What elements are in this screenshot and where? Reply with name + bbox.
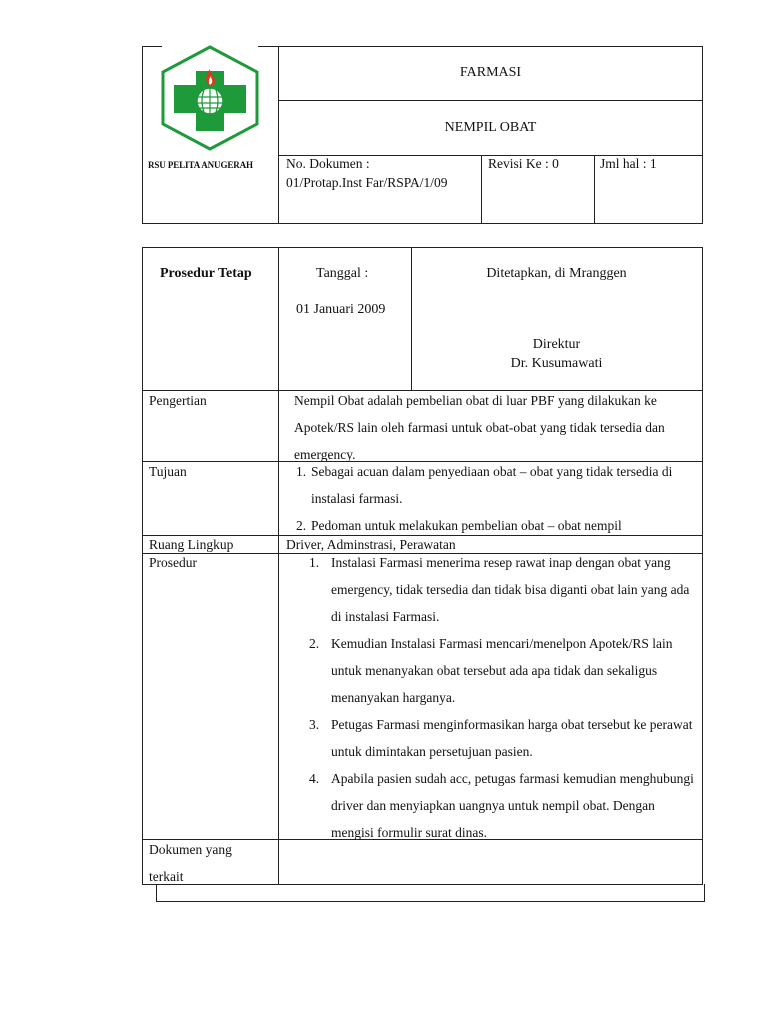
pengertian-text: Nempil Obat adalah pembelian obat di luar PBF yang dilakukan ke Apotek/RS lain oleh farmasi untuk obat-obat yang tidak tersedia dan emergency.	[294, 393, 665, 461]
ruang-lingkup-label: Ruang Lingkup	[149, 537, 234, 552]
list-item: 2. Kemudian Instalasi Farmasi mencari/menelpon Apotek/RS lain untuk menanyakan obat tersebut ada apa tidak dan sekaligus menanyakan harganya.	[309, 636, 673, 705]
document-number-label: No. Dokumen :	[286, 156, 370, 171]
tujuan-list	[296, 458, 691, 535]
hospital-logo	[160, 45, 260, 151]
section-label: Prosedur Tetap	[160, 266, 252, 281]
list-item: 3. Petugas Farmasi menginformasikan harga obat tersebut ke perawat untuk dimintakan persetujuan pasien.	[309, 717, 693, 759]
prosedur-list	[309, 549, 694, 839]
prosedur-label: Prosedur	[149, 555, 197, 570]
ruang-lingkup-text: Driver, Adminstrasi, Perawatan	[286, 537, 456, 552]
hospital-name: RSU PELITA ANUGERAH	[148, 160, 253, 170]
document-title: NEMPIL OBAT	[444, 120, 537, 135]
stipulation: Ditetapkan, di Mranggen	[486, 266, 627, 281]
date-value: 01 Januari 2009	[296, 302, 386, 317]
page-count: Jml hal : 1	[600, 156, 657, 171]
department-title: FARMASI	[459, 65, 522, 80]
list-item: 2. Pedoman untuk melakukan pembelian obat – obat nempil	[296, 518, 622, 533]
tujuan-label: Tujuan	[149, 464, 187, 479]
list-item: 1. Sebagai acuan dalam penyediaan obat – obat yang tidak tersedia di instalasi farmasi.	[296, 464, 673, 506]
director-name: Dr. Kusumawati	[510, 356, 603, 371]
pengertian-label: Pengertian	[149, 393, 207, 408]
list-item: 4. Apabila pasien sudah acc, petugas farmasi kemudian menghubungi driver dan menyiapkan uangnya untuk nempil obat. Dengan mengisi formulir surat dinas.	[309, 771, 694, 839]
dokumen-label: Dokumen yang terkait	[149, 842, 232, 884]
director-role: Direktur	[532, 337, 581, 352]
list-item: 1. Instalasi Farmasi menerima resep rawat inap dengan obat yang emergency, tidak tersedia dan tidak bisa diganti obat lain yang ada di instalasi Farmasi.	[309, 555, 690, 624]
document-number: 01/Protap.Inst Far/RSPA/1/09	[286, 175, 448, 190]
date-label: Tanggal :	[316, 266, 369, 281]
revision-number: Revisi Ke : 0	[488, 156, 559, 171]
